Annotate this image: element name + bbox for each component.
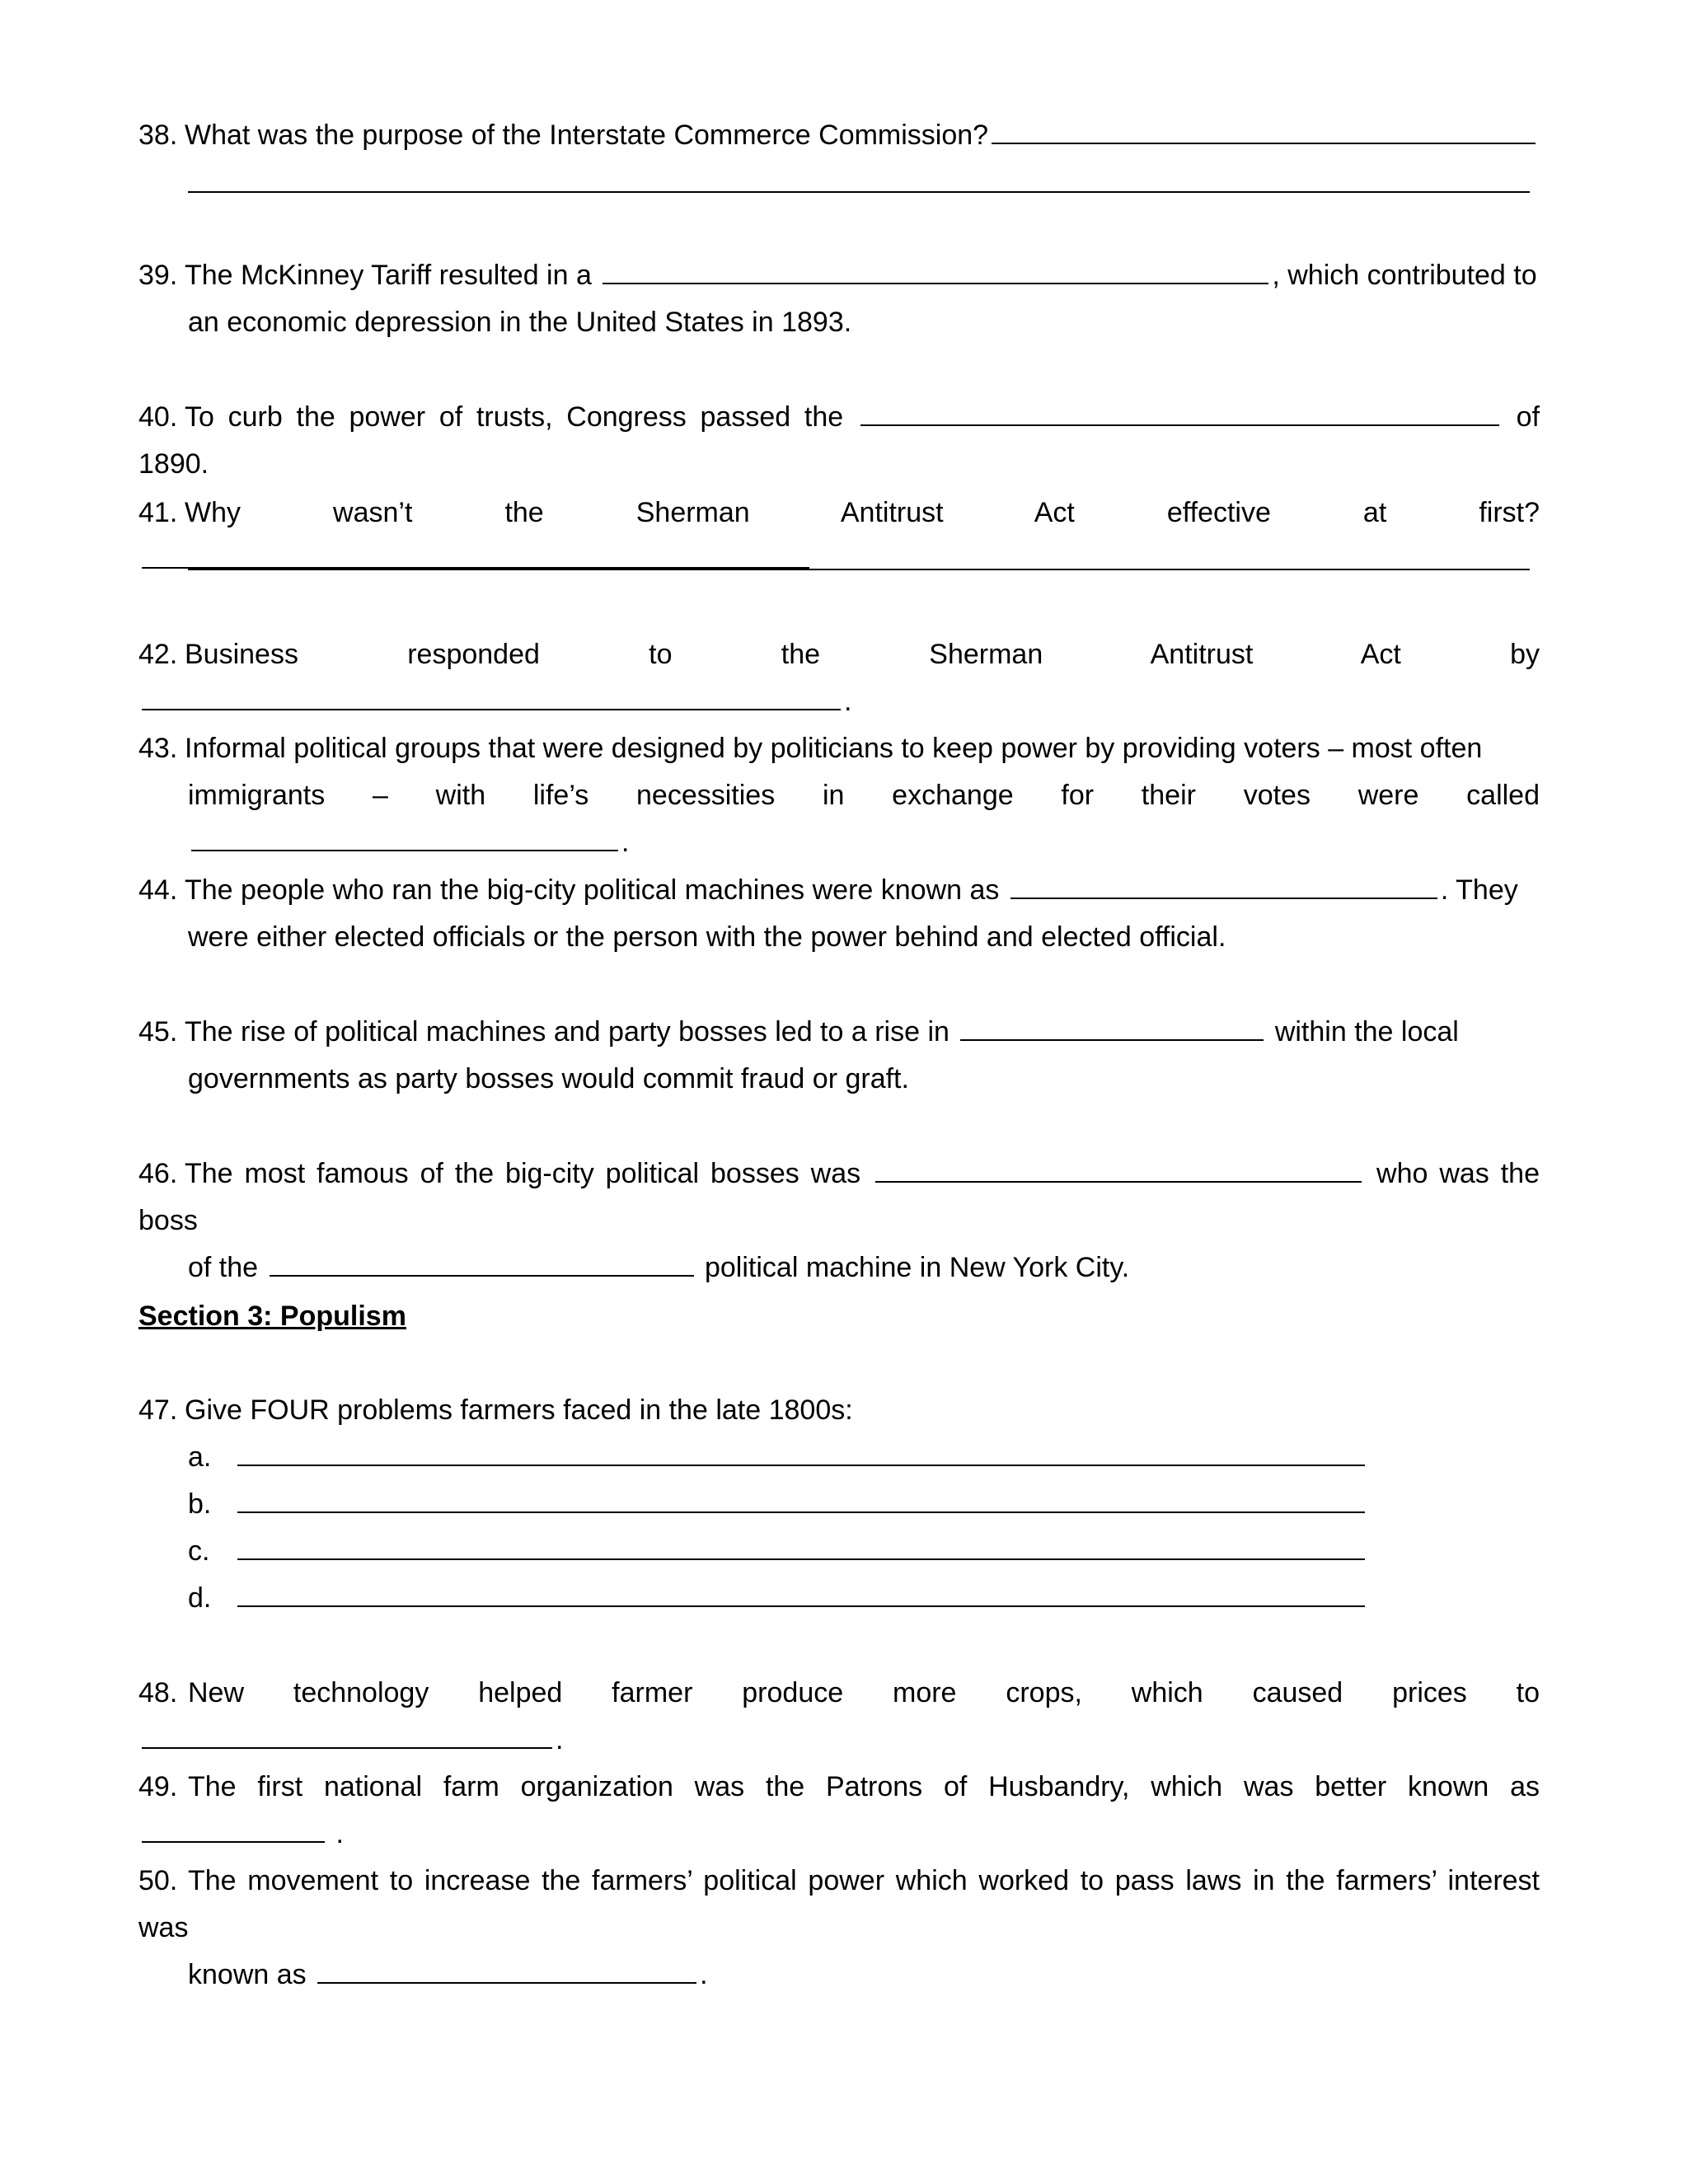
question-text: of 1890. — [138, 401, 1540, 480]
question-49 — [138, 1764, 1540, 1858]
question-text: . — [335, 1818, 344, 1849]
answer-blank[interactable] — [237, 1579, 1365, 1607]
question-number: 38. — [138, 120, 178, 151]
question-number: 44. — [138, 874, 178, 906]
answer-blank[interactable] — [237, 1438, 1365, 1466]
question-45 — [138, 1009, 1540, 1103]
question-text: To curb the power of trusts, Congress passed the — [185, 401, 844, 433]
question-text: immigrants – with life’s necessities in exchange for their votes were called — [188, 780, 1540, 811]
answer-blank[interactable] — [142, 682, 841, 710]
question-text: . — [700, 1959, 708, 1990]
answer-blank[interactable] — [142, 1721, 552, 1749]
question-40 — [138, 394, 1540, 488]
answer-blank[interactable] — [142, 1815, 325, 1843]
question-number: 46. — [138, 1158, 178, 1189]
question-text: The rise of political machines and party bosses led to a rise in — [185, 1016, 950, 1047]
question-48 — [138, 1670, 1540, 1764]
answer-line[interactable] — [188, 191, 1530, 193]
question-43 — [138, 725, 1540, 866]
question-number: 45. — [138, 1016, 178, 1047]
question-number: 49. — [138, 1771, 178, 1802]
question-text: The McKinney Tariff resulted in a — [185, 260, 592, 291]
question-50 — [138, 1858, 1540, 1999]
answer-blank[interactable] — [992, 116, 1536, 144]
item-letter: d. — [188, 1582, 212, 1614]
section-heading: Section 3: Populism — [138, 1301, 406, 1332]
question-44 — [138, 867, 1540, 961]
question-text: of the — [188, 1252, 259, 1283]
question-text: . — [556, 1724, 564, 1755]
answer-item-a — [188, 1434, 1365, 1481]
answer-blank[interactable] — [270, 1249, 694, 1277]
answer-item-b — [188, 1481, 1365, 1528]
question-text: . — [621, 827, 630, 858]
answer-line[interactable] — [188, 569, 1530, 570]
item-letter: b. — [188, 1488, 212, 1520]
question-38 — [138, 112, 1540, 159]
question-continuation — [138, 1244, 1540, 1291]
question-number: 43. — [138, 733, 178, 764]
question-text: within the local — [1274, 1016, 1459, 1047]
question-number: 47. — [138, 1394, 178, 1426]
answer-blank[interactable] — [317, 1956, 696, 1984]
question-number: 48. — [138, 1677, 178, 1708]
answer-blank[interactable] — [603, 256, 1268, 284]
question-text: political machine in New York City. — [704, 1252, 1130, 1283]
question-number: 50. — [138, 1865, 178, 1896]
question-39 — [138, 252, 1540, 346]
item-letter: c. — [188, 1535, 210, 1567]
answer-blank[interactable] — [875, 1155, 1362, 1183]
answer-blank[interactable] — [860, 398, 1499, 426]
answer-blank[interactable] — [191, 823, 618, 851]
question-number: 40. — [138, 401, 178, 433]
question-text: New technology helped farmer produce more crops, which caused prices to — [188, 1677, 1540, 1708]
question-text: The people who ran the big-city political machines were known as — [185, 874, 1000, 906]
question-text: Why wasn’t the Sherman Antitrust Act effective at first? — [185, 497, 1540, 528]
question-continuation — [138, 772, 1540, 866]
answer-blank[interactable] — [237, 1485, 1365, 1513]
question-text: . — [844, 686, 852, 717]
question-text: Informal political groups that were designed by politicians to keep power by providing voters – most often — [185, 733, 1483, 764]
question-text: who was the boss — [138, 1158, 1540, 1236]
question-continuation: an economic depression in the United States in 1893. — [188, 307, 852, 338]
answer-blank[interactable] — [142, 541, 809, 569]
answer-blank[interactable] — [960, 1013, 1264, 1041]
question-text: The most famous of the big-city political bosses was — [185, 1158, 861, 1189]
question-text: The movement to increase the farmers’ political power which worked to pass laws in the farmers’ interest was — [138, 1865, 1540, 1943]
question-42 — [138, 631, 1540, 725]
question-46 — [138, 1151, 1540, 1291]
question-47 — [138, 1387, 1540, 1434]
answer-item-c — [188, 1528, 1365, 1575]
question-text: , which contributed to — [1272, 260, 1537, 291]
question-continuation — [138, 1952, 1540, 1999]
question-text: What was the purpose of the Interstate Commerce Commission? — [185, 120, 989, 151]
answer-item-d — [188, 1575, 1365, 1622]
question-text: Give FOUR problems farmers faced in the late 1800s: — [185, 1394, 853, 1426]
answer-blank[interactable] — [1010, 871, 1437, 899]
question-text: known as — [188, 1959, 307, 1990]
question-continuation: were either elected officials or the person with the power behind and elected official. — [188, 921, 1226, 953]
item-letter: a. — [188, 1441, 212, 1473]
question-text: The first national farm organization was the Patrons of Husbandry, which was better known as — [188, 1771, 1540, 1802]
question-number: 39. — [138, 260, 178, 291]
question-text: . They — [1440, 874, 1518, 906]
question-number: 41. — [138, 497, 178, 528]
answer-blank[interactable] — [237, 1532, 1365, 1560]
question-number: 42. — [138, 639, 178, 670]
question-continuation: governments as party bosses would commit fraud or graft. — [188, 1063, 909, 1094]
question-text: Business responded to the Sherman Antitrust Act by — [185, 639, 1540, 670]
